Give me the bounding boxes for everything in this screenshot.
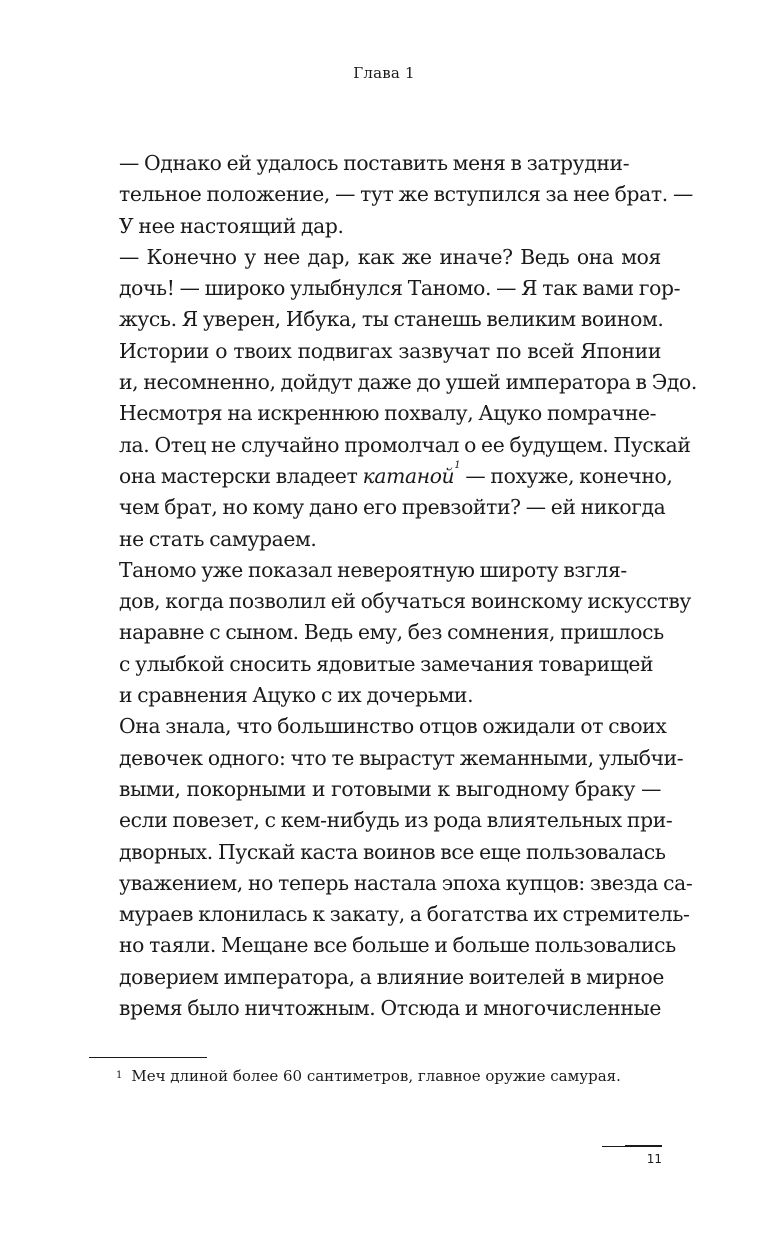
text-line: время было ничтожным. Отсюда и многочисленные	[119, 996, 661, 1021]
text-line: ла. Отец не случайно промолчал о ее будущем. Пускай	[119, 432, 691, 457]
text-line: Она знала, что большинство отцов ожидали от своих	[119, 714, 667, 739]
text-line: — Конечно у нее дар, как же иначе? Ведь она моя	[119, 244, 661, 269]
footnote-separator	[89, 1057, 207, 1058]
running-head-chapter: Глава 1	[353, 64, 415, 82]
text-line: тельное положение, — тут же вступился за нее брат. —	[119, 182, 693, 207]
footnote-reference[interactable]: 1	[454, 459, 461, 471]
footnote-text: Меч длиной более 60 сантиметров, главное оружие самурая.	[131, 1067, 621, 1085]
text-line: Истории о твоих подвигах зазвучат по всей Японии	[119, 338, 661, 363]
text-line: и сравнения Ацуко с их дочерьми.	[119, 683, 474, 708]
text-line: доверием императора, а влияние воителей в мирное	[119, 964, 665, 989]
paragraph-4	[89, 555, 692, 711]
text-line: наравне с сыном. Ведь ему, без сомнения, пришлось	[119, 620, 664, 645]
text-line: с улыбкой сносить ядовитые замечания товарищей	[119, 651, 654, 676]
body-text	[89, 148, 697, 1024]
text-line: мураев клонилась к закату, а богатства их стремитель-	[119, 902, 690, 927]
text-line: уважением, но теперь настала эпоха купцов: звезда са-	[119, 870, 693, 895]
text-line: жусь. Я уверен, Ибука, ты станешь великим воином.	[119, 307, 664, 332]
text-line: — Однако ей удалось поставить меня в затрудни-	[119, 151, 630, 175]
folio-rule-accent	[625, 1145, 662, 1147]
text-line: девочек одного: что те вырастут жеманными, улыбчи-	[119, 745, 684, 770]
text-line: не стать самураем.	[119, 526, 317, 551]
text-line: Несмотря на искреннюю похвалу, Ацуко помрачне-	[119, 401, 657, 426]
text-line: дов, когда позволил ей обучаться воинскому искусству	[119, 589, 692, 614]
text-line: и, несомненно, дойдут даже до ушей императора в Эдо.	[119, 370, 697, 395]
text-line: У нее настоящий дар.	[119, 213, 344, 238]
text-line: если повезет, с кем-нибудь из рода влиятельных при-	[119, 808, 673, 833]
paragraph-3	[89, 398, 691, 554]
text-line-with-footnote	[89, 459, 673, 492]
text-line: дворных. Пускай каста воинов все еще пользовалась	[119, 839, 666, 864]
page-number: 11	[646, 1152, 662, 1166]
italic-term-katana: катаной	[362, 463, 455, 488]
text-run: она мастерски владеет	[119, 463, 363, 488]
text-line: выми, покорными и готовыми к выгодному браку —	[119, 776, 661, 801]
text-line: но таяли. Мещане все больше и больше пользовались	[119, 933, 676, 958]
footnote-number: 1	[116, 1070, 123, 1081]
text-line: дочь! — широко улыбнулся Таномо. — Я так вами гор-	[119, 276, 681, 301]
paragraph-5	[89, 711, 693, 1024]
paragraph-2	[89, 242, 697, 398]
text-line: Таномо уже показал невероятную широту взгля-	[119, 557, 627, 582]
paragraph-1	[89, 148, 693, 242]
text-line: чем брат, но кому дано его превзойти? — ей никогда	[119, 495, 666, 520]
text-run: — похуже, конечно,	[460, 463, 673, 488]
footnote	[116, 1065, 676, 1087]
